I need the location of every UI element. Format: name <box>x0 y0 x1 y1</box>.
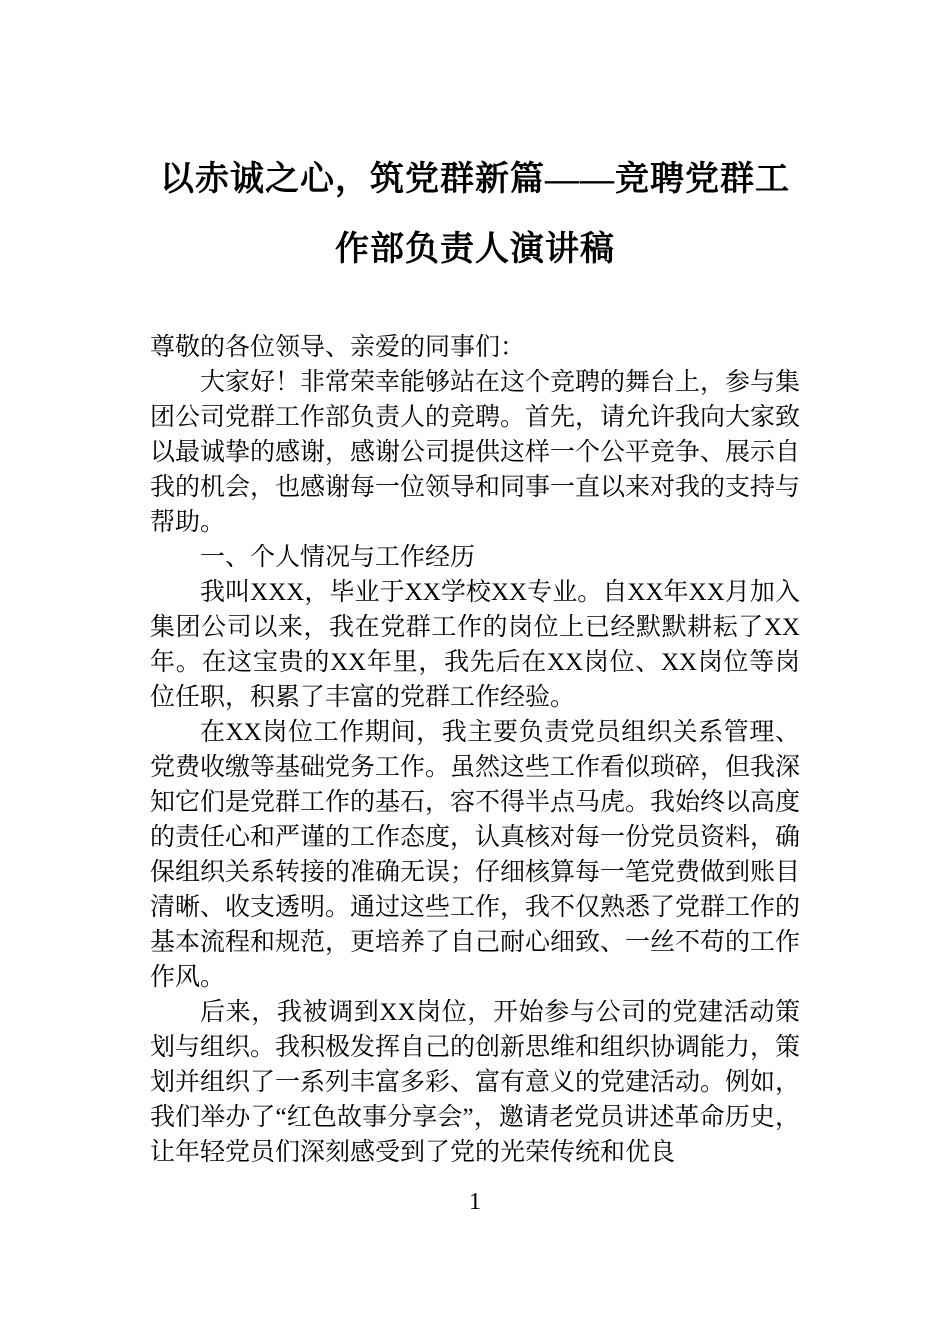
paragraph: 尊敬的各位领导、亲爱的同事们： <box>150 334 526 361</box>
page-number: 1 <box>469 1189 481 1215</box>
paragraph: 在XX岗位工作期间，我主要负责党员组织关系管理、党费收缴等基础党务工作。虽然这些工作看似琐碎，但我深知它们是党群工作的基石，容不得半点马虎。我始终以高度的责任心和严谨的工作态度，认真核对每一份党员资料，确保组织关系转接的准确无误；仔细核算每一笔党费做到账目清晰、收支透明。通过这些工作，我不仅熟悉了党群工作的基本流程和规范，更培养了自己耐心细致、一丝不苟的工作作风。 <box>150 719 801 991</box>
document-title: 以赤诚之心，筑党群新篇——竞聘党群工作部负责人演讲稿 <box>160 161 790 268</box>
paragraph: 后来，我被调到XX岗位，开始参与公司的党建活动策划与组织。我积极发挥自己的创新思维和组织协调能力，策划并组织了一系列丰富多彩、富有意义的党建活动。例如，我们举办了“红色故事分享会”，邀请老党员讲述革命历史，让年轻党员们深刻感受到了党的光荣传统和优良 <box>150 999 801 1166</box>
paragraph: 一、个人情况与工作经历 <box>200 544 476 571</box>
document-body <box>150 330 800 1170</box>
paragraph: 大家好！非常荣幸能够站在这个竞聘的舞台上，参与集团公司党群工作部负责人的竞聘。首先，请允许我向大家致以最诚挚的感谢，感谢公司提供这样一个公平竞争、展示自我的机会，也感谢每一位领导和同事一直以来对我的支持与帮助。 <box>150 369 801 536</box>
paragraph: 我叫XXX，毕业于XX学校XX专业。自XX年XX月加入集团公司以来，我在党群工作的岗位上已经默默耕耘了XX年。在这宝贵的XX年里，我先后在XX岗位、XX岗位等岗位任职，积累了丰富的党群工作经验。 <box>150 579 800 711</box>
